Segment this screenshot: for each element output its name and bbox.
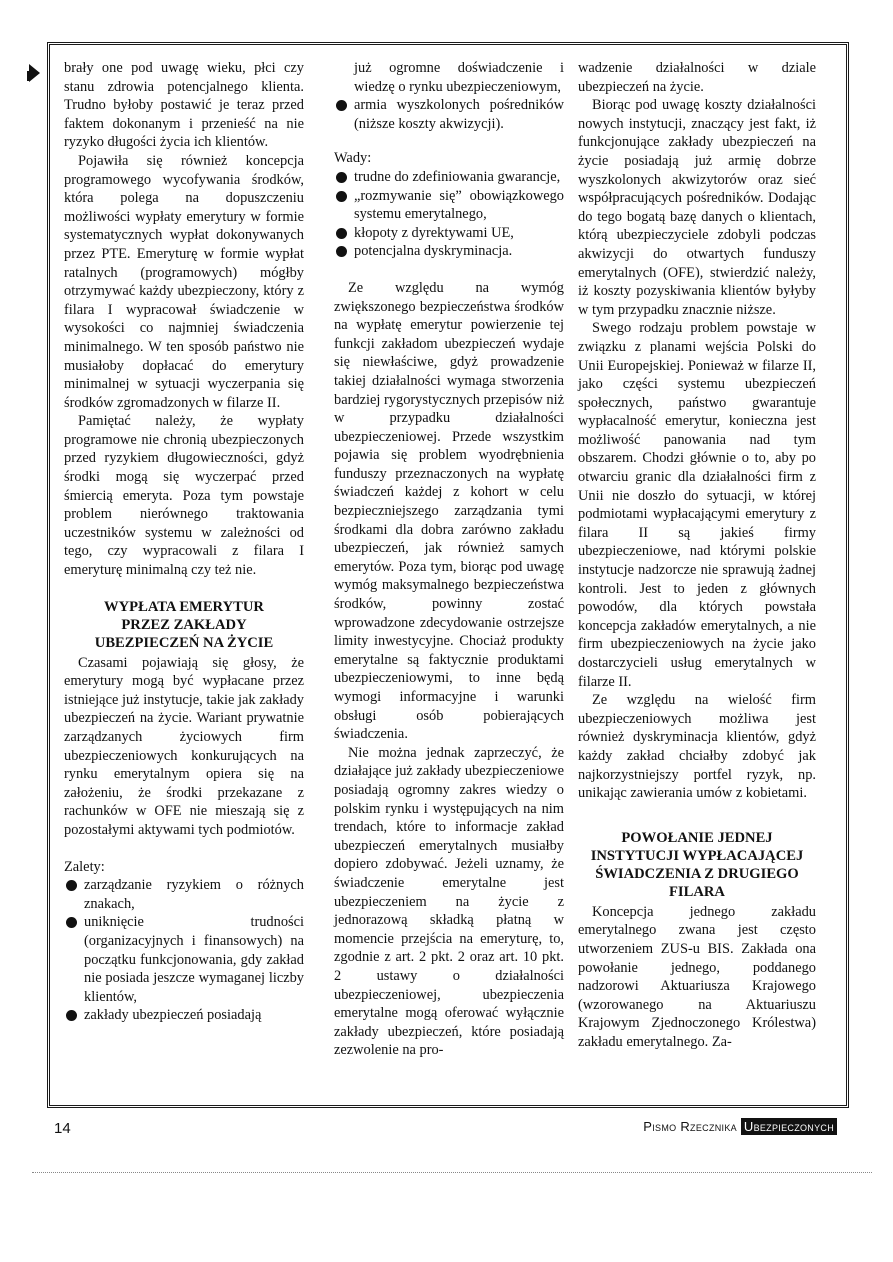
paragraph: Ze względu na wymóg zwiększonego bezpieczeństwa środków na wypłatę emerytur powierzenie tej funkcji zakładom ubezpieczeń wydaje się niewłaściwe, gdyż prowadzenie takiej działalności wymaga stworzenia bardziej rygorystycznych przepisów niż w przypadku działalności ubezpieczeniowej. Przede wszystkim pojawia się problem wyodrębnienia funduszy przeznaczonych na wypłatę świadczeń każdej z kohort w celu bezpieczniejszego zarządzania tymi środkami dla dobra zarówno zakładu ubezpieczeń, jak również samych emerytów. Poza tym, biorąc pod uwagę wymóg maksymalnego bezpieczeństwa środków, powinny zostać wprowadzone zdecydowanie ostrzejsze limity inwestycyjne. Chociaż produkty emerytalne są faktycznie produktami ubezpieczeniowymi, to inne będą wymogi informacyjne i warunki obsługi osób pobierających świadczenia. (334, 279, 564, 743)
list-item: armia wyszkolonych pośredników (niższe koszty akwizycji). (334, 96, 564, 133)
list-item-continuation: już ogromne doświadczenie i wiedzę o rynku ubezpieczeniowym, (354, 60, 564, 95)
paragraph: Swego rodzaju problem powstaje w związku z planami wejścia Polski do Unii Europejskiej. Ponieważ w filarze II, jako części systemu ubezpieczeń społecznych, państwo gwarantuje wypłacalność emerytur, konieczna jest możliwość panowania nad tym obszarem. Chodzi głównie o to, aby po otwarciu granic dla działalności firm z Unii nie doszło do sytuacji, w której podmiotami wypłacającymi emerytury z filara II są jakieś firmy ubezpieczeniowe, nad którymi polskie instytucje nadzorcze nie sprawują żadnej kontroli. Jest to jeden z głównych powodów, dla których powstała koncepcja zakładów emerytalnych, a nie firm ubezpieczeniowych na życie jako dostarczycieli usług emerytalnych w filarze II. (578, 320, 816, 690)
bullet-list (334, 59, 564, 133)
bullet-list (64, 876, 304, 1025)
section-heading: POWOŁANIE JEDNEJ INSTYTUCJI WYPŁACAJĄCEJ ŚWIADCZENIA Z DRUGIEGO FILARA (590, 829, 804, 900)
page-edge-marker-icon (29, 64, 40, 82)
paragraph: brały one pod uwagę wieku, płci czy stanu zdrowia potencjalnego klienta. Trudno byłoby postawić je teraz przed faktem dokonanym i przenieść na nie ryzyko długości życia ich klientów. (64, 60, 304, 151)
column-3 (578, 59, 816, 1052)
column-2 (334, 59, 564, 1060)
list-label: Wady: (334, 150, 372, 167)
list-item: uniknięcie trudności (organizacyjnych i finansowych) na początku funkcjonowania, gdy zakład nie posiada jeszcze wymaganej liczby klientów, (64, 913, 304, 1006)
scan-edge-line (32, 1172, 872, 1173)
paragraph: Pojawiła się również koncepcja programowego wycofywania środków, która polega na dopuszczeniu możliwości wypłaty emerytury w formie systematycznych wypłat dokonywanych przez PTE. Emeryturę w formie wypłat ratalnych (programowych) mógłby otrzymywać każdy ubezpieczony, który z filara I wypracował świadczenie w wysokości co najmniej świadczenia minimalnego. W ten sposób państwo nie musiałoby dopłacać do emerytury minimalnej w sytuacji wyczerpania się środków zgromadzonych w filarze II. (64, 152, 304, 411)
footer-title: Pismo Rzecznika (643, 1119, 737, 1134)
paragraph: wadzenie działalności w dziale ubezpieczeń na życie. (578, 60, 816, 95)
bullet-list (334, 168, 564, 261)
list-item: kłopoty z dyrektywami UE, (334, 224, 564, 243)
list-label: Zalety: (64, 858, 105, 875)
paragraph: Pamiętać należy, że wypłaty programowe nie chronią ubezpieczonych przed ryzykiem długowieczności, gdyż środki mogą się wyczerpać przed śmiercią emeryta. Poza tym powstaje problem nierównego traktowania uczestników systemu w zależności od tego, czy wypracowali z filara I emeryturę minimalną czy też nie. (64, 413, 304, 579)
footer-title-highlight: Ubezpieczonych (741, 1118, 837, 1135)
list-item: zarządzanie ryzykiem o różnych znakach, (64, 876, 304, 913)
paragraph: Koncepcja jednego zakładu emerytalnego zwana jest często utworzeniem ZUS-u BIS. Zakłada ona powołanie jednego, poddanego nadzorowi Aktuariusza Krajowego (wzorowanego na Aktuariuszu Krajowym Zjednoczonego Królestwa) zakładu emerytalnego. Za- (578, 903, 816, 1050)
paragraph: Czasami pojawiają się głosy, że emerytury mogą być wypłacane przez istniejące już instytucje, takie jak zakłady ubezpieczeń na życie. Wariant prywatnie zarządzanych życiowych firm ubezpieczeniowych konkurujących na rynku emerytalnym opiera się na założeniu, że środki przekazane z rachunków w OFE nie mieszają się z pozostałymi aktywami tych podmiotów. (64, 654, 304, 838)
paragraph: Biorąc pod uwagę koszty działalności nowych instytucji, znaczący jest fakt, iż funkcjonujące zakłady ubezpieczeń na życie posiadają już armię dobrze wyszkolonych akwizytorów oraz sieć współpracujących pośredników. Dodając do tego bogatą bazę danych o klientach, którą ubezpieczyciele zdobyli podczas akwizycji do otwartych funduszy emerytalnych (OFE), stwierdzić należy, iż koszty pozyskiwania klientów byłyby w tym przypadku znacznie niższe. (578, 97, 816, 318)
column-1 (64, 59, 304, 1025)
running-footer (643, 1119, 837, 1134)
section-heading: WYPŁATA EMERYTUR PRZEZ ZAKŁADY UBEZPIECZEŃ NA ŻYCIE (94, 598, 274, 651)
list-item: trudne do zdefiniowania gwarancje, (334, 168, 564, 187)
list-item: potencjalna dyskryminacja. (334, 242, 564, 261)
paragraph: Nie można jednak zaprzeczyć, że działające już zakłady ubezpieczeniowe posiadają ogromny zakres wiedzy o polskim rynku i występujących na nim trendach, które to informacje zakład ubezpieczeń emerytalnych musiałby dopiero zdobywać. Jeżeli uznamy, że świadczenie emerytalne jest ubezpieczeniem na życie z jednorazową składką płatną w momencie przejścia na emeryturę, to, zgodnie z art. 2 pkt. 2 oraz art. 10 pkt. 2 ustawy o działalności ubezpieczeniowej, ubezpieczenia emerytalne mogą oferować wyłącznie zakłady ubezpieczeń, które posiadają zezwolenie na pro- (334, 744, 564, 1059)
list-item: zakłady ubezpieczeń posiadają (64, 1006, 304, 1025)
paragraph: Ze względu na wielość firm ubezpieczeniowych możliwa jest również dyskryminacja klientów, gdyż każdy zakład chciałby zdobyć jak najkorzystniejszy portfel ryzyk, np. unikając zawierania umów z kobietami. (578, 692, 816, 802)
list-item: „rozmywanie się” obowiązkowego systemu emerytalnego, (334, 187, 564, 224)
page-number: 14 (54, 1120, 71, 1137)
